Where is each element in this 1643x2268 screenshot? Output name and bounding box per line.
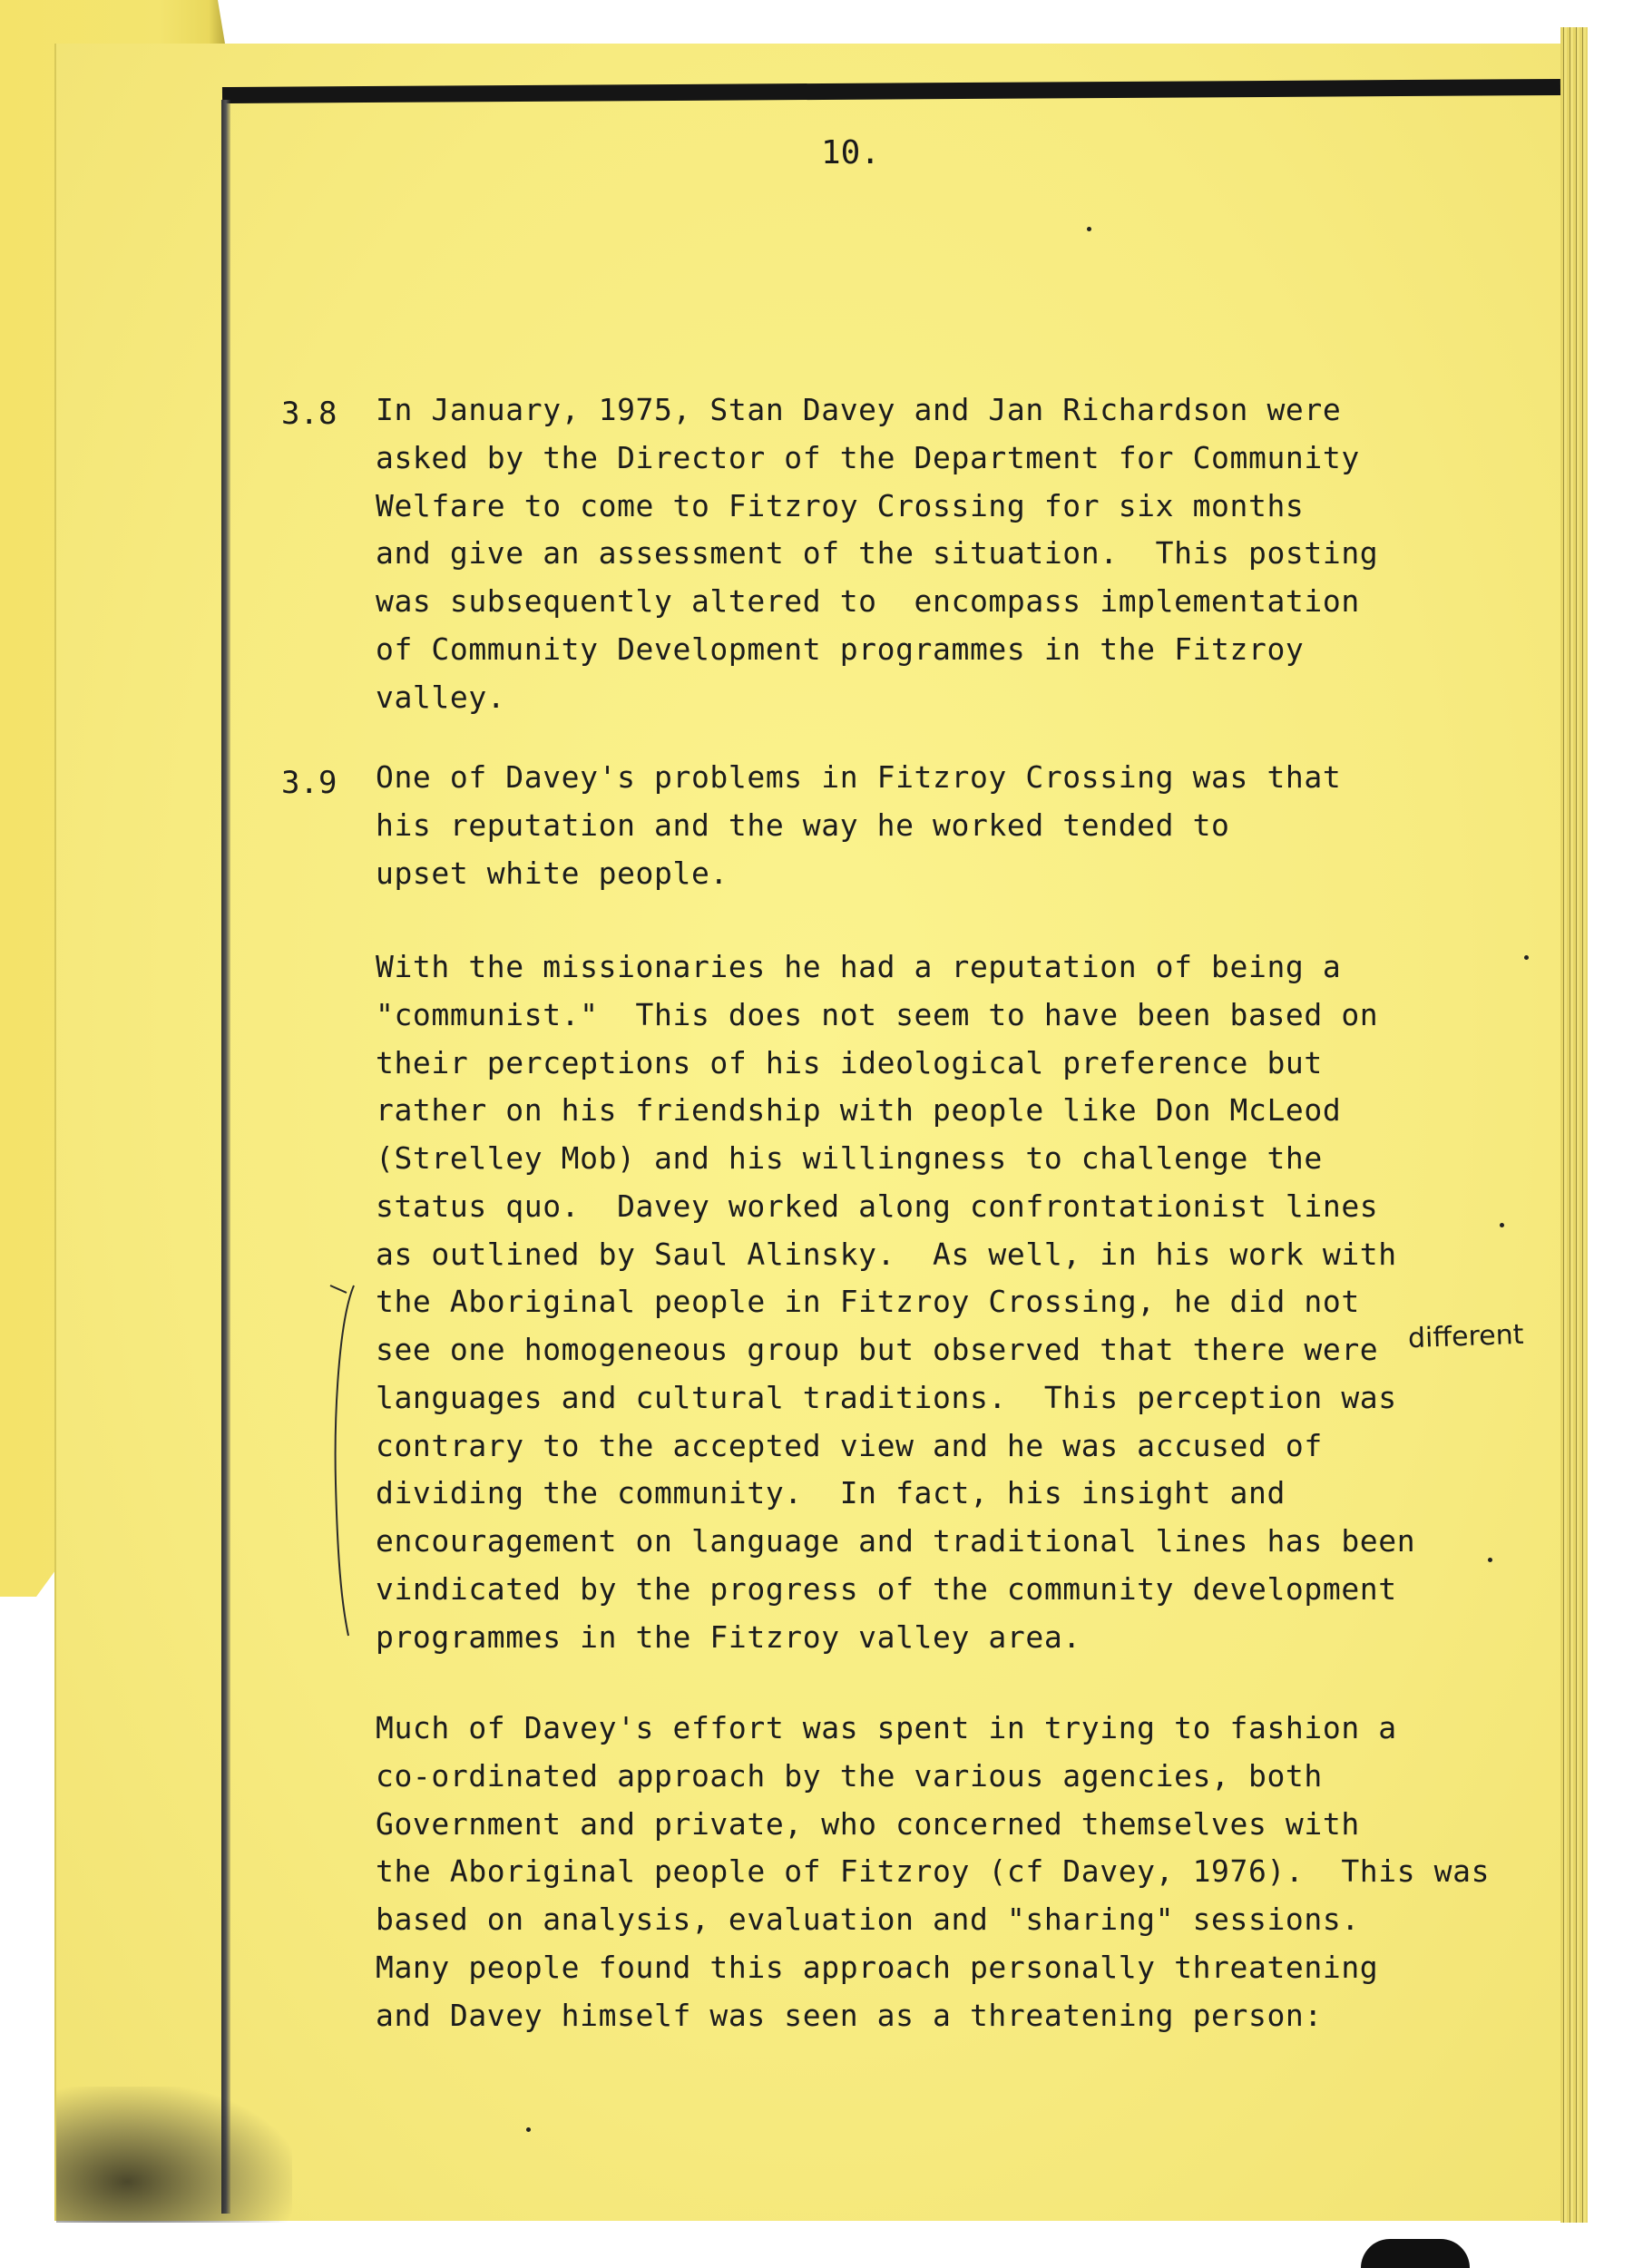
paragraph-number-3-9: 3.9 — [281, 765, 337, 801]
page-stack-edge — [1560, 27, 1588, 2223]
text-line: the Aboriginal people in Fitzroy Crossing, he did not — [376, 1284, 1360, 1319]
ink-speck — [1087, 227, 1091, 231]
text-line: rather on his friendship with people like Don McLeod — [376, 1092, 1342, 1128]
text-line: Government and private, who concerned themselves with — [376, 1806, 1360, 1842]
text-line: Many people found this approach personally threatening — [376, 1950, 1379, 1985]
text-line: "communist." This does not seem to have been based on — [376, 997, 1379, 1032]
text-line: see one homogeneous group but observed that there were — [376, 1332, 1379, 1367]
text-line: their perceptions of his ideological preference but — [376, 1045, 1323, 1080]
text-line: (Strelley Mob) and his willingness to challenge the — [376, 1140, 1323, 1176]
text-line: the Aboriginal people of Fitzroy (cf Davey, 1976). This was — [376, 1853, 1491, 1889]
ink-speck — [1500, 1223, 1504, 1227]
text-line: One of Davey's problems in Fitzroy Crossing was that — [376, 759, 1342, 795]
toner-smudge — [56, 2087, 292, 2223]
text-line: and Davey himself was seen as a threatening person: — [376, 1998, 1323, 2033]
text-line: In January, 1975, Stan Davey and Jan Richardson were — [376, 392, 1342, 427]
text-line: co-ordinated approach by the various agencies, both — [376, 1758, 1323, 1794]
text-line: programmes in the Fitzroy valley area. — [376, 1619, 1081, 1655]
text-line: was subsequently altered to encompass implementation — [376, 583, 1360, 619]
text-line: encouragement on language and traditional lines has been — [376, 1523, 1416, 1559]
ink-speck — [1524, 955, 1529, 960]
page-number: 10. — [821, 134, 881, 171]
text-line: dividing the community. In fact, his insight and — [376, 1475, 1286, 1510]
text-line: asked by the Director of the Department for Community — [376, 440, 1360, 475]
document-page — [56, 44, 1571, 2221]
text-line: based on analysis, evaluation and "sharing" sessions. — [376, 1901, 1360, 1937]
text-line: languages and cultural traditions. This perception was — [376, 1380, 1397, 1415]
paragraph-number-3-8: 3.8 — [281, 396, 337, 432]
handwritten-insert: different — [1407, 1318, 1524, 1355]
ink-speck — [1488, 1558, 1492, 1562]
text-line: of Community Development programmes in the Fitzroy — [376, 631, 1305, 667]
text-line: and give an assessment of the situation. This posting — [376, 535, 1379, 571]
left-binding-shadow — [221, 100, 230, 2214]
ink-speck — [526, 2127, 531, 2132]
text-line: Much of Davey's effort was spent in trying to fashion a — [376, 1710, 1397, 1745]
margin-bracket-mark — [328, 1284, 365, 1637]
text-line: status quo. Davey worked along confrontationist lines — [376, 1188, 1379, 1224]
text-line: as outlined by Saul Alinsky. As well, in his work with — [376, 1237, 1397, 1272]
text-line: With the missionaries he had a reputation of being a — [376, 949, 1342, 984]
text-line: valley. — [376, 679, 506, 715]
text-line: contrary to the accepted view and he was accused of — [376, 1428, 1323, 1463]
text-line: vindicated by the progress of the community development — [376, 1571, 1397, 1607]
text-line: upset white people. — [376, 855, 729, 891]
text-line: his reputation and the way he worked tended to — [376, 807, 1230, 843]
corner-shadow — [1361, 2239, 1470, 2268]
text-line: Welfare to come to Fitzroy Crossing for six months — [376, 488, 1305, 523]
